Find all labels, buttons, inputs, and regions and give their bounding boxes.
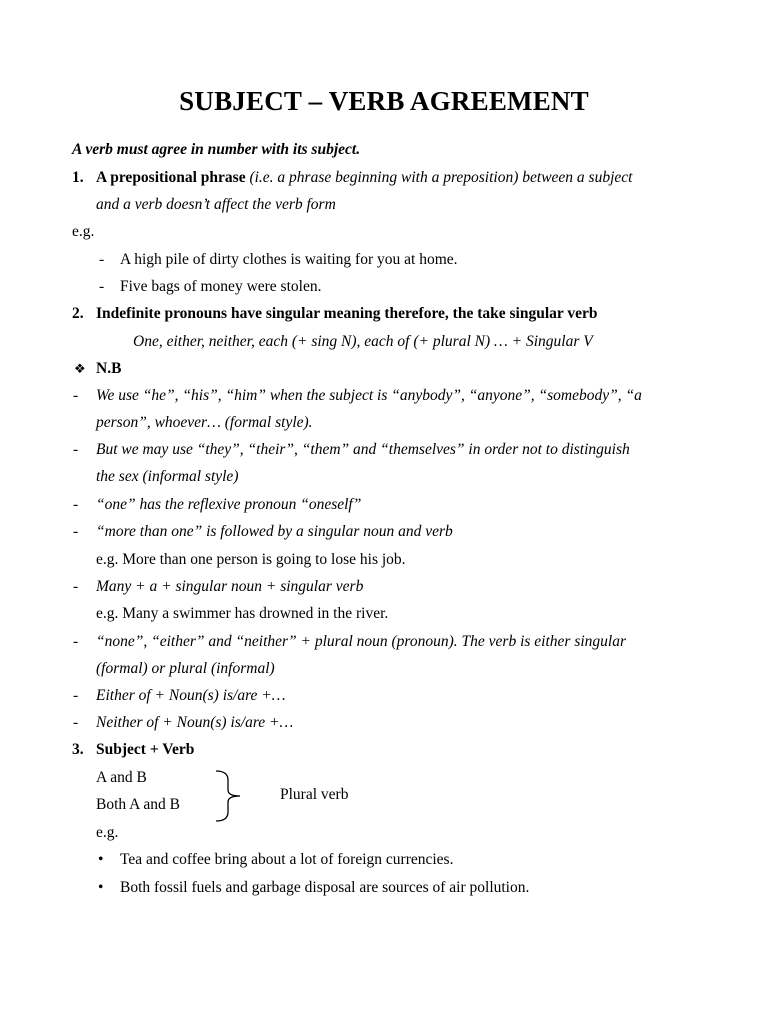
section-1-line-1 xyxy=(96,164,632,191)
section-3-pattern-1: A and B xyxy=(96,769,147,786)
dash-marker: - xyxy=(73,714,79,731)
nb-item-4-example: e.g. More than one person is going to lose his job. xyxy=(96,551,406,568)
section-3-result: Plural verb xyxy=(280,786,349,803)
section-3-example-2: Both fossil fuels and garbage disposal are sources of air pollution. xyxy=(120,879,530,896)
section-1-heading: A prepositional phrase xyxy=(96,169,246,186)
nb-item-6-line-2: (formal) or plural (informal) xyxy=(96,660,275,677)
dash-marker: - xyxy=(99,251,105,268)
section-2-rule: One, either, neither, each (+ sing N), each of (+ plural N) … + Singular V xyxy=(133,333,593,350)
diamond-bullet-icon: ❖ xyxy=(74,361,86,376)
nb-label: N.B xyxy=(96,360,122,377)
nb-item-4-line-1: “more than one” is followed by a singular noun and verb xyxy=(96,523,453,540)
nb-item-2-line-1: But we may use “they”, “their”, “them” and “themselves” in order not to distinguish xyxy=(96,441,630,458)
section-1-eg-label: e.g. xyxy=(72,223,95,240)
section-3-number: 3. xyxy=(72,741,84,758)
dash-marker: - xyxy=(73,633,79,650)
section-2-number: 2. xyxy=(72,305,84,322)
dash-marker: - xyxy=(73,687,79,704)
nb-item-8-line-1: Neither of + Noun(s) is/are +… xyxy=(96,714,294,731)
intro-rule: A verb must agree in number with its subject. xyxy=(72,141,361,158)
section-1-desc: (i.e. a phrase beginning with a preposition) between a subject xyxy=(249,169,633,186)
bullet-marker: • xyxy=(98,879,104,896)
section-3-example-1: Tea and coffee bring about a lot of foreign currencies. xyxy=(120,851,454,868)
nb-item-2-line-2: the sex (informal style) xyxy=(96,468,239,485)
bullet-marker: • xyxy=(98,851,104,868)
nb-item-5-line-1: Many + a + singular noun + singular verb xyxy=(96,578,364,595)
nb-item-3-line-1: “one” has the reflexive pronoun “oneself” xyxy=(96,496,362,513)
dash-marker: - xyxy=(73,387,79,404)
section-1-example-2: Five bags of money were stolen. xyxy=(120,278,322,295)
section-3-eg-label: e.g. xyxy=(96,824,119,841)
dash-marker: - xyxy=(99,278,105,295)
dash-marker: - xyxy=(73,578,79,595)
dash-marker: - xyxy=(73,496,79,513)
dash-marker: - xyxy=(73,441,79,458)
nb-item-6-line-1: “none”, “either” and “neither” + plural noun (pronoun). The verb is either singular xyxy=(96,633,627,650)
section-3-pattern-2: Both A and B xyxy=(96,796,180,813)
section-1-desc-cont: and a verb doesn’t affect the verb form xyxy=(96,196,336,213)
section-1-example-1: A high pile of dirty clothes is waiting for you at home. xyxy=(120,251,458,268)
nb-item-1-line-2: person”, whoever… (formal style). xyxy=(96,414,313,431)
curly-brace-icon xyxy=(214,770,244,822)
nb-item-7-line-1: Either of + Noun(s) is/are +… xyxy=(96,687,286,704)
section-3-heading: Subject + Verb xyxy=(96,741,195,758)
dash-marker: - xyxy=(73,523,79,540)
page-title: SUBJECT – VERB AGREEMENT xyxy=(179,86,589,116)
nb-item-1-line-1: We use “he”, “his”, “him” when the subject is “anybody”, “anyone”, “somebody”, “a xyxy=(96,387,642,404)
section-1-number: 1. xyxy=(72,169,84,186)
section-2-heading: Indefinite pronouns have singular meaning therefore, the take singular verb xyxy=(96,305,598,322)
nb-item-5-example: e.g. Many a swimmer has drowned in the river. xyxy=(96,605,389,622)
